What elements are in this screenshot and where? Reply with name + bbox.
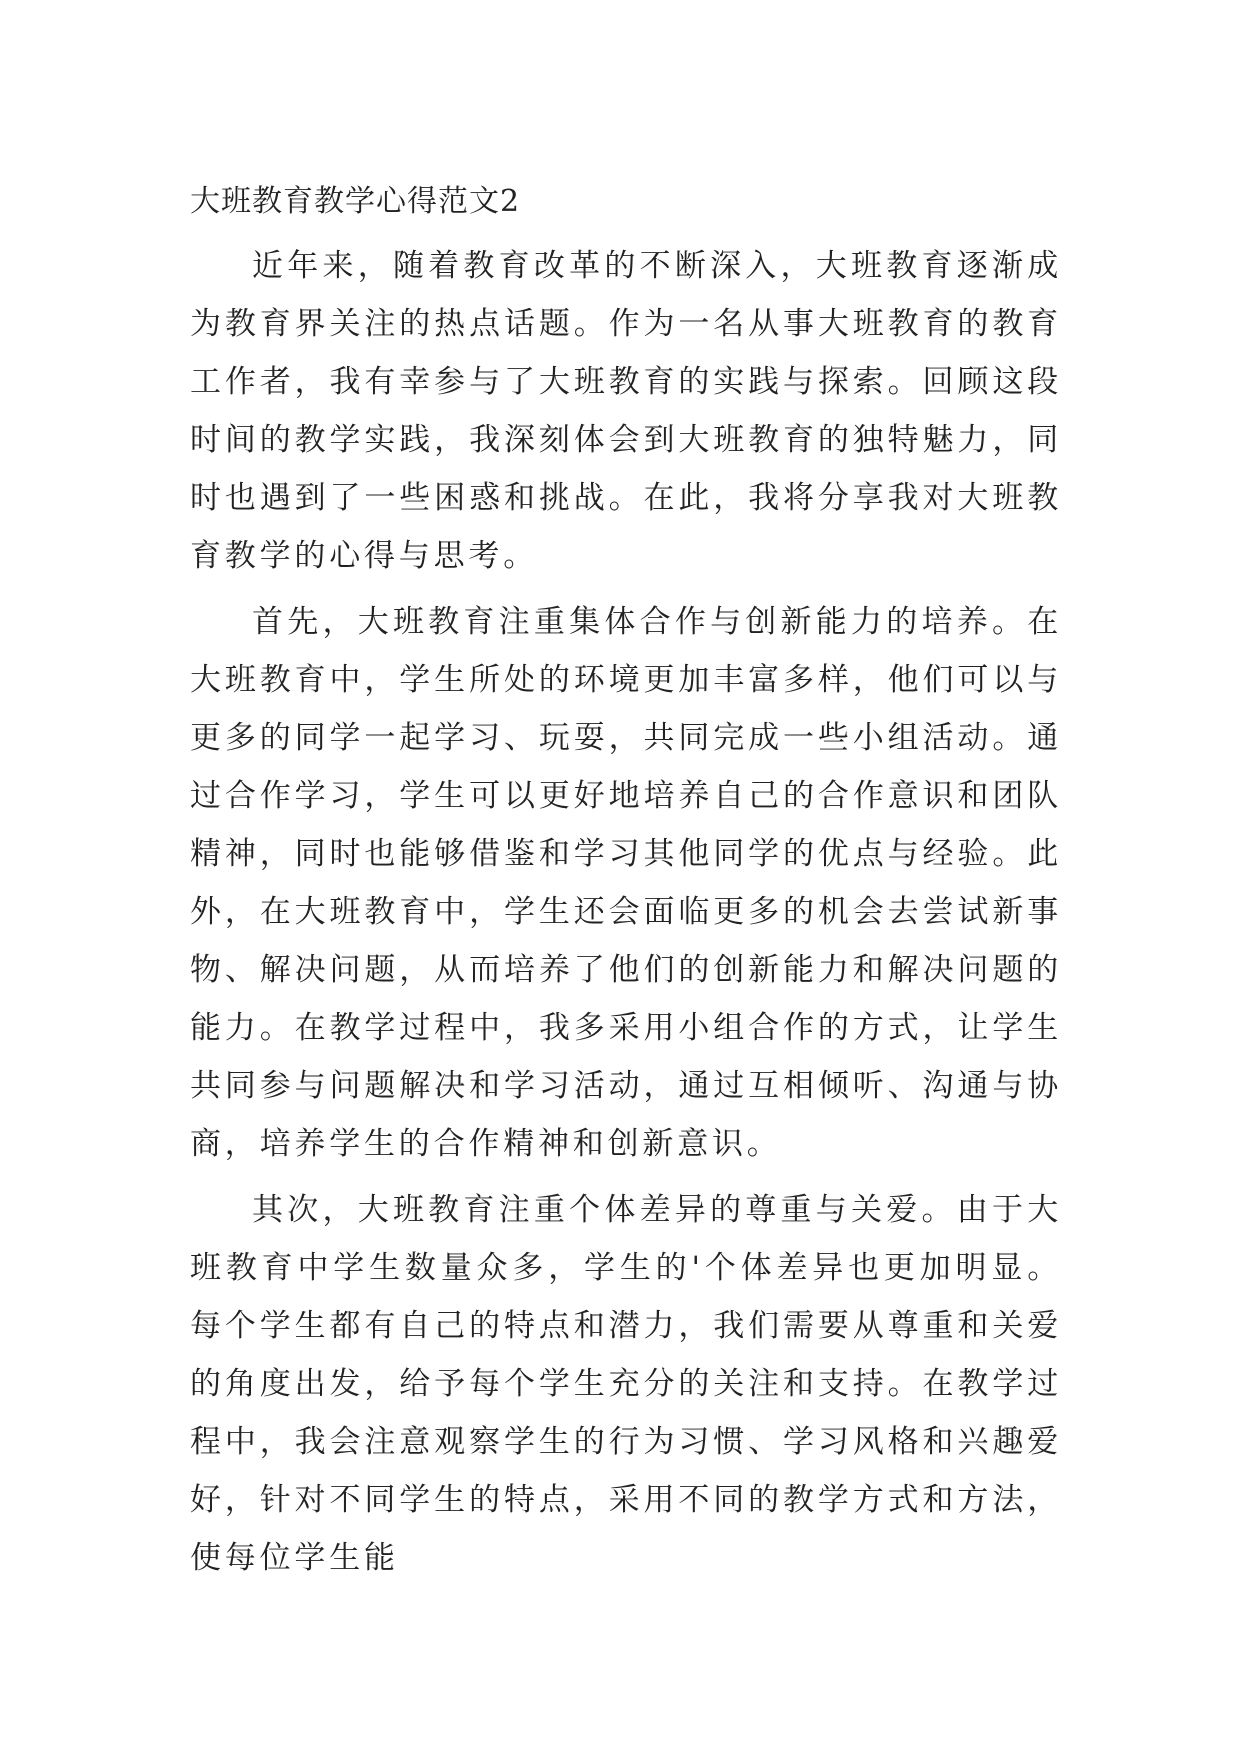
document-title: 大班教育教学心得范文2 [190,184,521,219]
paragraph-second-point: 其次，大班教育注重个体差异的尊重与关爱。由于大班教育中学生数量众多，学生的'个体差异也更加明显。每个学生都有自己的特点和潜力，我们需要从尊重和关爱的角度出发，给予每个学生充分的关注和支持。在教学过程中，我会注意观察学生的行为习惯、学习风格和兴趣爱好，针对不同学生的特点，采用不同的教学方式和方法，使每位学生能 [190,1192,1062,1576]
paragraph-intro: 近年来，随着教育改革的不断深入，大班教育逐渐成为教育界关注的热点话题。作为一名从事大班教育的教育工作者，我有幸参与了大班教育的实践与探索。回顾这段时间的教学实践，我深刻体会到大班教育的独特魅力，同时也遇到了一些困惑和挑战。在此，我将分享我对大班教育教学的心得与思考。 [190,248,1062,574]
paragraph-first-point: 首先，大班教育注重集体合作与创新能力的培养。在大班教育中，学生所处的环境更加丰富多样，他们可以与更多的同学一起学习、玩耍，共同完成一些小组活动。通过合作学习，学生可以更好地培养自己的合作意识和团队精神，同时也能够借鉴和学习其他同学的优点与经验。此外，在大班教育中，学生还会面临更多的机会去尝试新事物、解决问题，从而培养了他们的创新能力和解决问题的能力。在教学过程中，我多采用小组合作的方式，让学生共同参与问题解决和学习活动，通过互相倾听、沟通与协商，培养学生的合作精神和创新意识。 [190,604,1062,1162]
document-body [190,182,1062,1595]
